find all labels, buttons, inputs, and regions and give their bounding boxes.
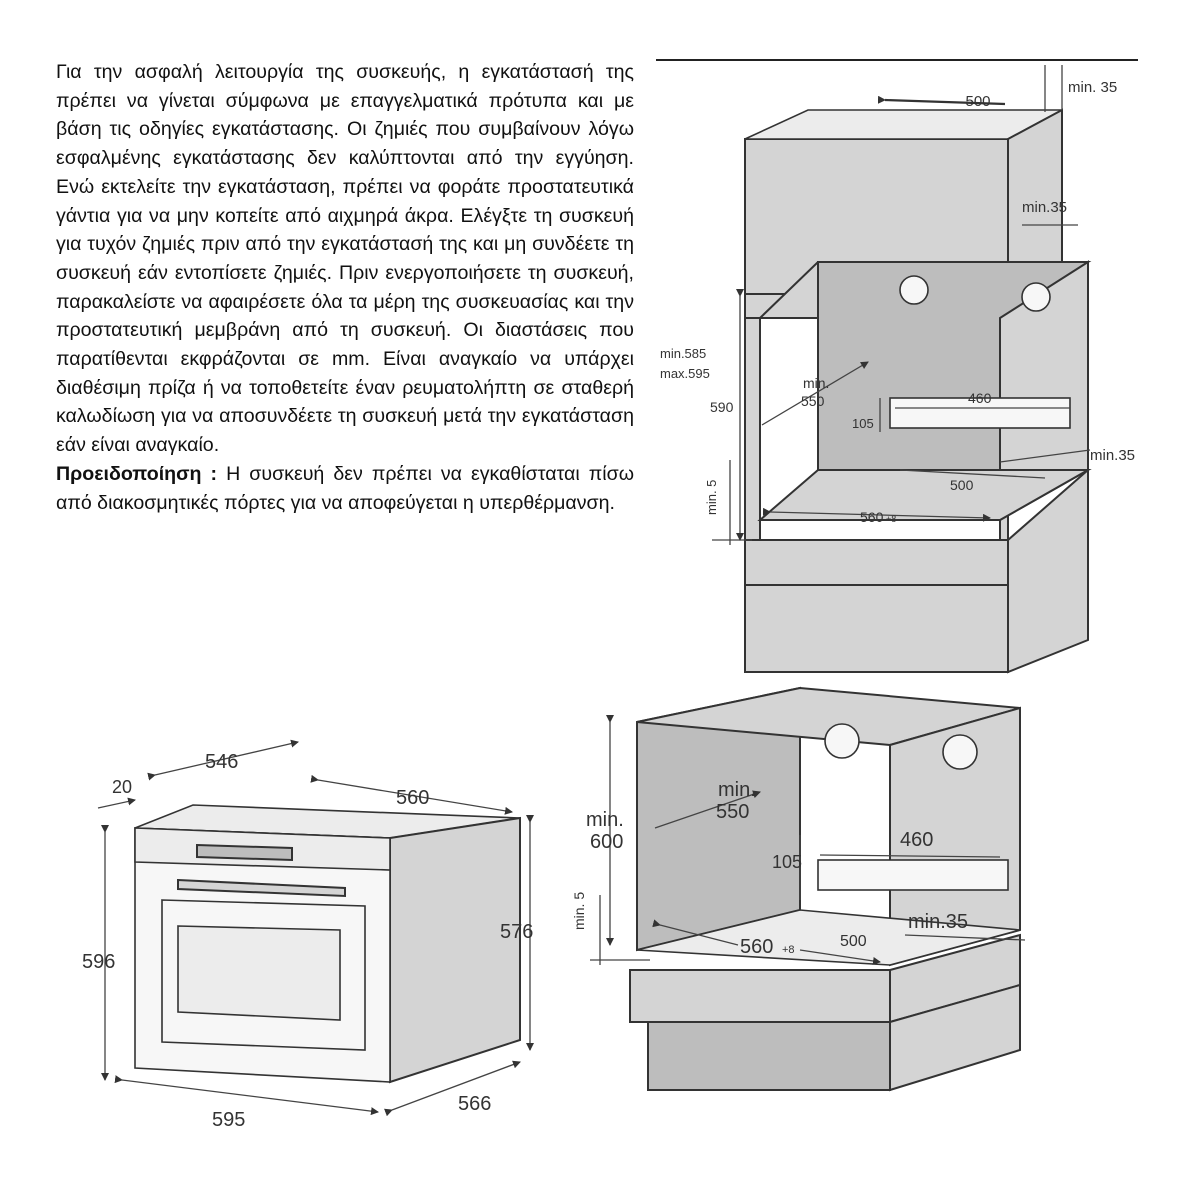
column-installation-diagram — [656, 60, 1138, 672]
cable-hole — [1022, 283, 1050, 311]
dim-depth: 566 — [458, 1093, 492, 1115]
dim-vent-height: 105 — [852, 416, 874, 431]
dim-top-width: 560 — [396, 787, 430, 809]
dim-vent-width: 460 — [968, 390, 992, 406]
dim-width: 560 — [740, 936, 774, 958]
dim-front-panel: 20 — [112, 777, 133, 797]
display-window — [197, 845, 292, 860]
vent-slot — [818, 860, 1008, 890]
dim-niche-min: min.585 — [660, 346, 707, 361]
plinth-front — [630, 970, 890, 1022]
warning-label: Προειδοποίηση : — [56, 462, 218, 485]
dim-inner-depth: 500 — [840, 933, 867, 950]
niche-left-wall — [745, 318, 760, 540]
instructions-paragraph: Για την ασφαλή λειτουργία της συσκευής, η εγκατάστασή της πρέπει να γίνεται σύμφωνα με επαγγελματικά πρότυπα και με βάση τις οδηγίες εγκατάστασης. Οι ζημιές που συμβαίνουν λόγω εσφαλμένης εγκατάστασης δεν καλύπτονται από την εγγύηση. Ενώ εκτελείτε την εγκατάσταση, πρέπει να φοράτε προστατευτικά γάντια για να μην κοπείτε από αιχμηρά άκρα. Ελέγξτε τη συσκευή για τυχόν ζημιές πριν από την εγκατάστασή της και μη συνδέετε τη συσκευή εάν εντοπίσετε ζημιές. Πριν ενεργοποιήσετε τη συσκευή, παρακαλείστε να αφαιρέσετε όλα τα μέρη της συσκευασίας και την προστατευτική μεμβράνη από τη συσκευή. Οι διαστάσεις που παρατίθενται εκφράζονται σε mm. Είναι αναγκαίο να υπάρχει διαθέσιμη πρίζα ή να τοποθετείτε έναν ρευματολήπτη σε σταθερή καλωδίωση για να αποσυνδέετε τη συσκευή μετά την εγκατάσταση εάν είναι αναγκαίο. — [56, 61, 634, 457]
dim-inner-depth: 500 — [950, 477, 974, 493]
width-line — [122, 1080, 378, 1112]
dim-vent-height: 105 — [772, 852, 803, 872]
dim-height: 596 — [82, 951, 116, 973]
dim-height-value: 600 — [590, 831, 624, 853]
oven-side — [390, 818, 520, 1082]
dim-width: 560 — [860, 509, 884, 525]
dim-depth-min: min. — [803, 375, 830, 391]
dim-body-height: 576 — [500, 921, 534, 943]
oven-dimensions-diagram — [82, 742, 533, 1131]
lower-cabinet-top — [745, 540, 1008, 585]
dim-height-min: min. — [586, 809, 624, 831]
dim-rear-gap: min.35 — [1090, 447, 1136, 464]
undercounter-installation-diagram — [571, 688, 1025, 1090]
dim-side-gap: min.35 — [1022, 199, 1068, 216]
dim-base-gap: min. 5 — [571, 891, 587, 930]
dim-height: 590 — [710, 399, 734, 415]
dim-width-top: 500 — [965, 93, 991, 110]
door-window — [178, 926, 340, 1020]
dim-vent-width: 460 — [900, 829, 934, 851]
dim-rear-gap: min.35 — [908, 911, 969, 933]
dim-width: 595 — [212, 1109, 246, 1131]
dim-top-depth: 546 — [205, 751, 239, 773]
cabinet-base — [648, 1022, 890, 1090]
dim-base-gap: min. 5 — [704, 479, 719, 515]
cable-hole — [825, 724, 859, 758]
cable-hole — [943, 735, 977, 769]
lower-cabinet — [745, 585, 1008, 672]
dim-width-tolerance: +8 — [782, 944, 795, 956]
dim-niche-max: max.595 — [660, 366, 710, 381]
warning-text: Η συσκευή δεν πρέπει να εγκαθίσταται πίσω από διακοσμητικές πόρτες για να αποφεύγεται η υπερθέρμανση. — [56, 462, 635, 514]
dim-top-gap: min. 35 — [1068, 79, 1118, 96]
dim-depth-value: 550 — [801, 393, 825, 409]
dim-depth-value: 550 — [716, 801, 750, 823]
cable-hole — [900, 276, 928, 304]
front-panel-line — [98, 800, 135, 808]
dim-width-tolerance: +8 — [886, 514, 897, 524]
dim-depth-min: min. — [718, 779, 756, 801]
